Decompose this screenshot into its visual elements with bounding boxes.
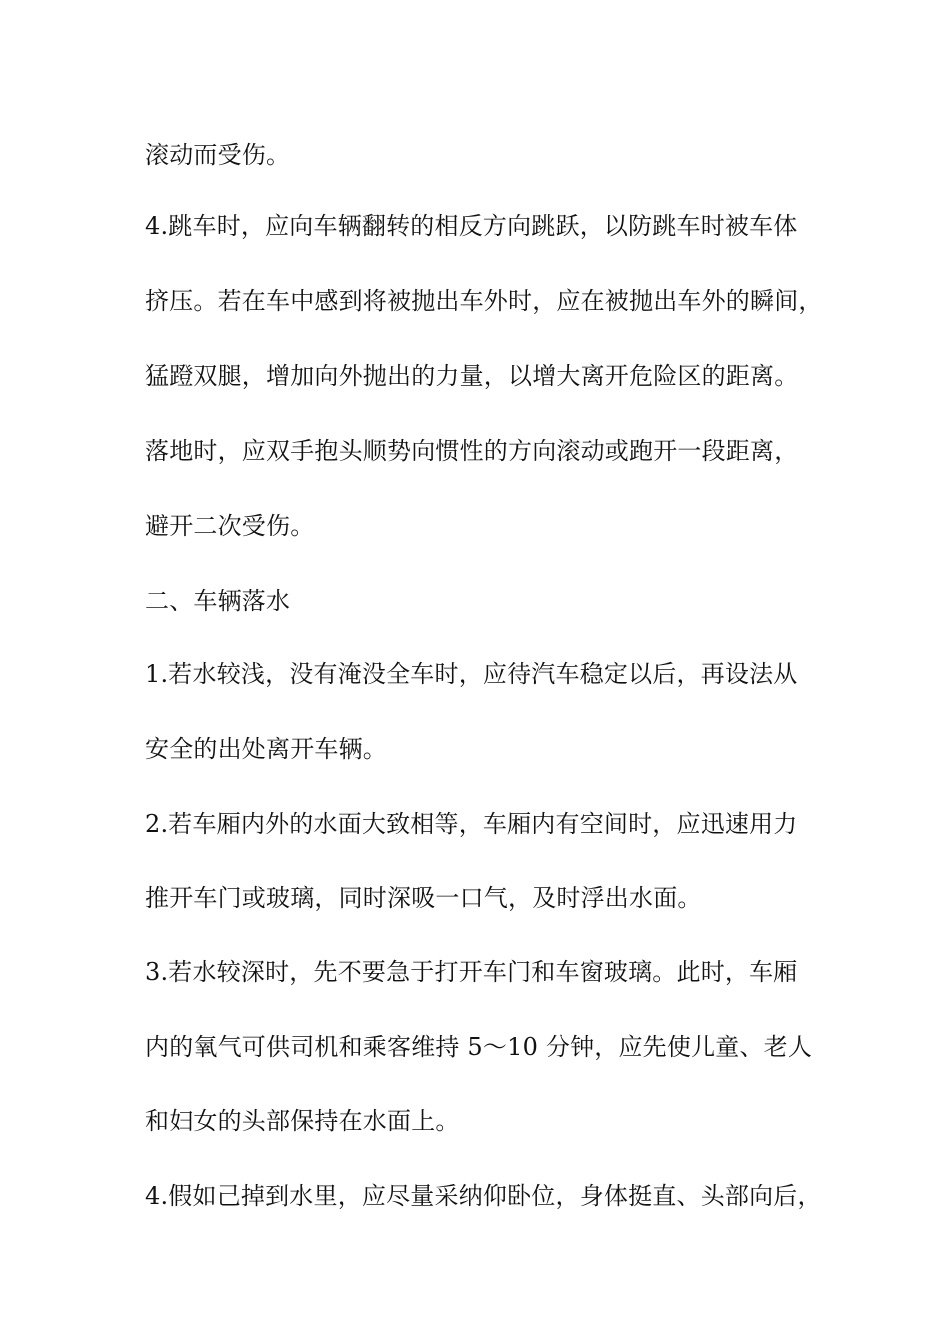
text-line: 挤压。若在车中感到将被抛出车外时，应在被抛出车外的瞬间， bbox=[145, 287, 823, 315]
text-line: 4.假如己掉到水里，应尽量采纳仰卧位，身体挺直、头部向后， bbox=[145, 1182, 822, 1210]
section-heading: 二、车辆落水 bbox=[145, 587, 291, 615]
text-line: 2.若车厢内外的水面大致相等，车厢内有空间时，应迅速用力 bbox=[145, 810, 798, 838]
text-line: 4.跳车时，应向车辆翻转的相反方向跳跃，以防跳车时被车体 bbox=[145, 212, 798, 240]
text-line: 滚动而受伤。 bbox=[145, 141, 291, 169]
text-line: 落地时，应双手抱头顺势向惯性的方向滚动或跑开一段距离， bbox=[145, 437, 799, 465]
text-line: 1.若水较浅，没有淹没全车时，应待汽车稳定以后，再设法从 bbox=[145, 660, 798, 688]
text-line: 和妇女的头部保持在水面上。 bbox=[145, 1107, 460, 1135]
text-line: 内的氧气可供司机和乘客维持 5～10 分钟，应先使儿童、老人 bbox=[145, 1033, 813, 1061]
text-line: 猛蹬双腿，增加向外抛出的力量，以增大离开危险区的距离。 bbox=[145, 362, 799, 390]
text-line: 推开车门或玻璃，同时深吸一口气，及时浮出水面。 bbox=[145, 884, 702, 912]
text-line: 避开二次受伤。 bbox=[145, 512, 315, 540]
text-line: 3.若水较深时，先不要急于打开车门和车窗玻璃。此时，车厢 bbox=[145, 958, 798, 986]
text-line: 安全的出处离开车辆。 bbox=[145, 735, 387, 763]
